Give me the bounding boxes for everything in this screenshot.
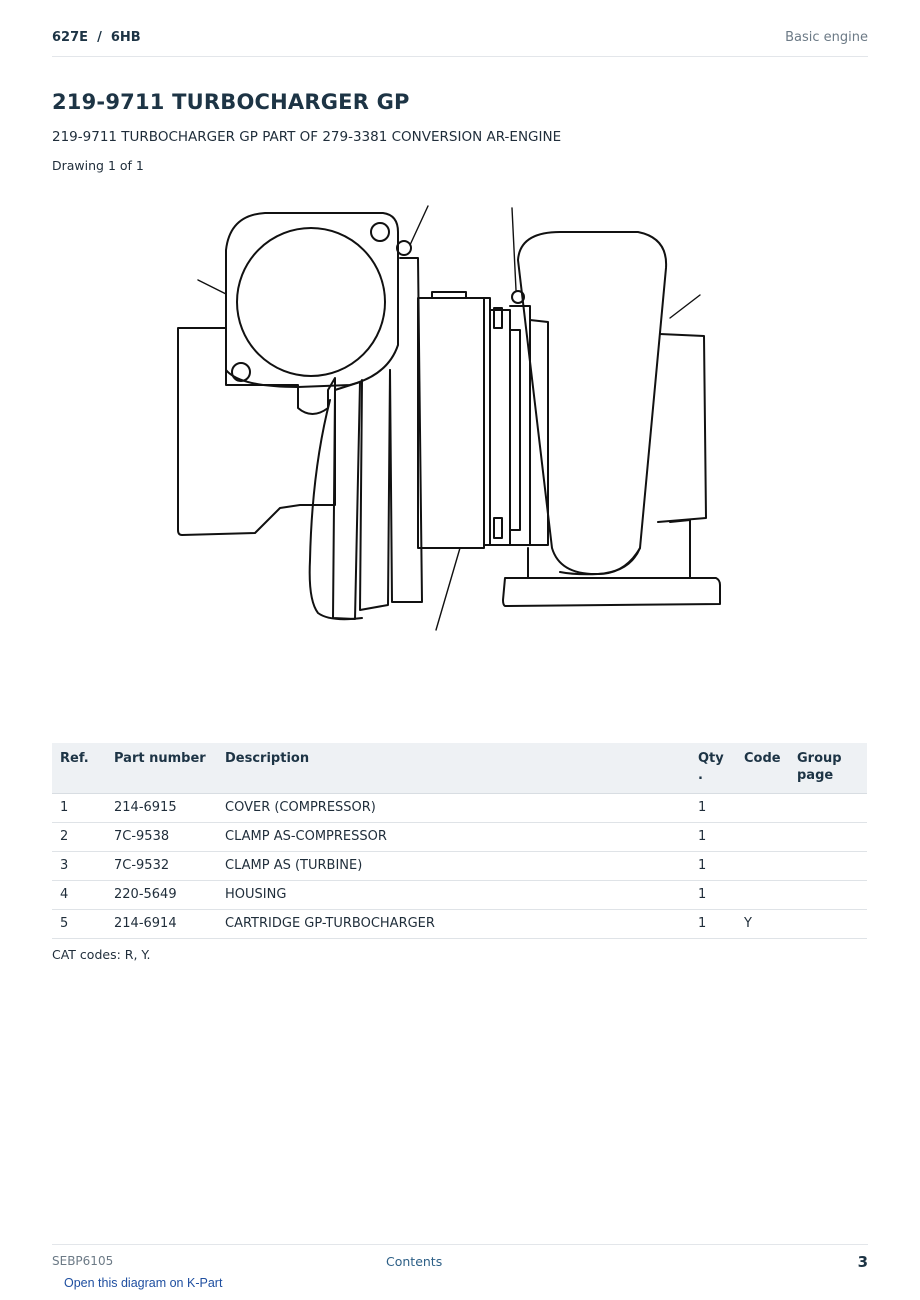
center-housing	[418, 298, 484, 548]
open-kpart-link[interactable]: Open this diagram on K-Part	[64, 1276, 223, 1290]
turbine-housing	[518, 232, 666, 574]
mounting-flange	[503, 578, 720, 606]
header-description: Description	[217, 743, 690, 794]
cell-part-number: 220-5649	[106, 881, 217, 910]
cell-ref: 4	[52, 881, 106, 910]
cell-description: COVER (COMPRESSOR)	[217, 794, 690, 823]
cell-group-page	[789, 910, 867, 939]
cell-qty: 1	[690, 852, 736, 881]
table-row	[52, 881, 867, 910]
cell-code	[736, 823, 789, 852]
cell-part-number: 7C-9532	[106, 852, 217, 881]
header-ref: Ref.	[52, 743, 106, 794]
header-qty: Qty .	[690, 743, 736, 794]
cell-qty: 1	[690, 823, 736, 852]
header-group-page: Group page	[789, 743, 867, 794]
cell-qty: 1	[690, 794, 736, 823]
cell-code	[736, 794, 789, 823]
cell-qty: 1	[690, 881, 736, 910]
page-subtitle: 219-9711 TURBOCHARGER GP PART OF 279-3381 CONVERSION AR-ENGINE	[52, 129, 562, 145]
bolt-hole-bottom	[232, 363, 250, 381]
page-title: 219-9711 TURBOCHARGER GP	[52, 90, 410, 114]
cell-ref: 5	[52, 910, 106, 939]
turbocharger-diagram	[160, 198, 760, 698]
page-footer	[52, 1244, 868, 1275]
compressor-outlet-body	[178, 328, 335, 535]
cell-part-number: 214-6915	[106, 794, 217, 823]
cell-qty: 1	[690, 910, 736, 939]
cell-code: Y	[736, 910, 789, 939]
cell-group-page	[789, 823, 867, 852]
table-header-row	[52, 743, 867, 794]
cell-part-number: 214-6914	[106, 910, 217, 939]
compressor-inlet	[237, 228, 385, 376]
bolt-hole-top	[371, 223, 389, 241]
cell-ref: 1	[52, 794, 106, 823]
table-row	[52, 910, 867, 939]
section-label: Basic engine	[785, 30, 868, 45]
page-header	[52, 29, 868, 57]
cell-description: CARTRIDGE GP-TURBOCHARGER	[217, 910, 690, 939]
cell-description: HOUSING	[217, 881, 690, 910]
cat-codes: CAT codes: R, Y.	[52, 947, 151, 962]
compressor-flange	[226, 213, 398, 387]
cell-group-page	[789, 852, 867, 881]
document-id: SEBP6105	[52, 1254, 114, 1268]
table-row	[52, 823, 867, 852]
cell-code	[736, 852, 789, 881]
drawing-label: Drawing 1 of 1	[52, 158, 144, 173]
model-label: 627E / 6HB	[52, 30, 141, 45]
contents-link[interactable]: Contents	[386, 1254, 443, 1269]
cell-description: CLAMP AS-COMPRESSOR	[217, 823, 690, 852]
cell-group-page	[789, 794, 867, 823]
turbine-outlet-side	[658, 334, 706, 522]
header-code: Code	[736, 743, 789, 794]
clamp-bolt-left	[397, 241, 411, 255]
table-row	[52, 794, 867, 823]
cell-ref: 2	[52, 823, 106, 852]
parts-table	[52, 743, 867, 939]
cell-code	[736, 881, 789, 910]
cell-part-number: 7C-9538	[106, 823, 217, 852]
cell-description: CLAMP AS (TURBINE)	[217, 852, 690, 881]
table-row	[52, 852, 867, 881]
cell-ref: 3	[52, 852, 106, 881]
header-part-number: Part number	[106, 743, 217, 794]
cell-group-page	[789, 881, 867, 910]
page-number: 3	[857, 1253, 868, 1271]
